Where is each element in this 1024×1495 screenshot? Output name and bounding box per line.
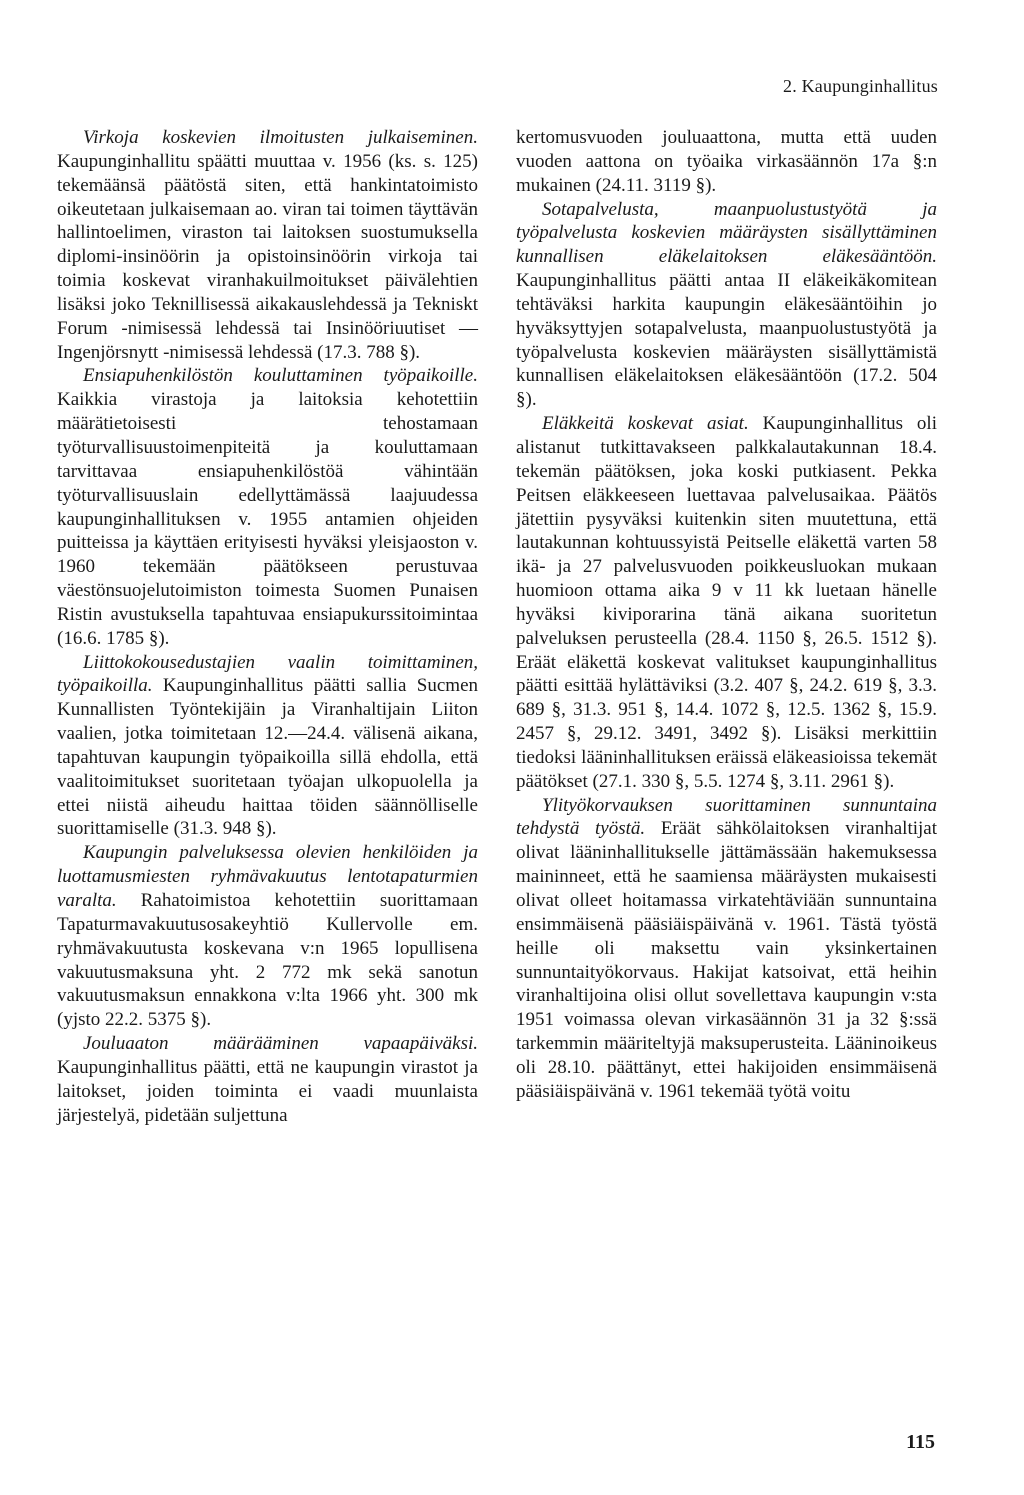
paragraph-heading: Eläkkeitä koskevat asiat. — [542, 413, 749, 435]
right-column — [516, 126, 937, 1104]
paragraph-christmas-eve — [57, 1032, 478, 1127]
paragraph-continuation — [516, 126, 937, 198]
paragraph-text: Kaupunginhallitus päätti sallia Sucmen Kunnallisten Työntekijäin ja Viranhaltijain Liiton vaalien, jotka toimitetaan 12.—24.4. välisenä aikana, tapahtuvan kaupungin työpaikoilla sillä ehdolla, että vaalitoimitukset suoritetaan työajan ulkopuolella ja ettei niistä aiheudu haittaa töiden säännölliselle suorittamiselle (31.3. 948 §). — [57, 675, 478, 840]
paragraph-pension-matters — [516, 412, 937, 794]
paragraph-text: Kaupunginhallitus päätti antaa II eläkeikäkomitean tehtäväksi harkita kaupungin eläkesääntöihin jo hyväksyttyjen sotapalvelusta, maanpuolustustyötä ja työpalvelusta koskevien määräysten sisällyttämistä kunnallisen eläkelaitoksen eläkesääntöön (17.2. 504 §). — [516, 270, 937, 411]
paragraph-job-announcements — [57, 126, 478, 364]
paragraph-text: kertomusvuoden jouluaattona, mutta että uuden vuoden aattona on työaika virkasäännön 17a §:n mukainen (24.11. 3119 §). — [516, 127, 937, 196]
paragraph-text: Kaupunginhallitus oli alistanut tutkittavakseen palkkalautakunnan 18.4. tekemän päätöksen, joka koski putkiasent. Pekka Peitsen eläkkeeseen luettavaa palvelusaikaa. Päätös jätettiin pysyväksi kuitenkin siten muutettuna, että lautakunnan kohtuussyistä Peitselle eläkettä varten 58 ikä- ja 27 palvelusvuoden poikkeusluokan mukaan huomioon ottama aika 9 v 11 kk luetaan hänelle hyväksi kiviporarina tänä aikana suoritetun palveluksen perusteella (28.4. 1150 §, 26.5. 1512 §). Eräät eläkettä koskevat valitukset kaupunginhallitus päätti esittää hylättäviksi (3.2. 407 §, 24.2. 619 §, 3.3. 689 §, 31.3. 951 §, 14.4. 1072 §, 12.5. 1362 §, 15.9. 2457 §, 29.12. 3491, 3492 §). Lisäksi merkittiin tiedoksi lääninhallituksen eräissä eläkeasioissa tekemät päätökset (27.1. 330 §, 5.5. 1274 §, 3.11. 2961 §). — [516, 413, 937, 792]
running-header: 2. Kaupunginhallitus — [783, 76, 938, 96]
page-number: 115 — [906, 1431, 935, 1453]
paragraph-text: Kaupunginhallitus päätti, että ne kaupungin virastot ja laitokset, joiden toiminta ei vaadi muunlaista järjestelyä, pidetään suljettuna — [57, 1056, 478, 1126]
paragraph-text: Kaupunginhallitu späätti muuttaa v. 1956 (ks. s. 125) tekemäänsä päätöstä siten, että hankintatoimisto oikeutetaan julkaisemaan ao. viran tai toimen täyttävän hallintoelimen, viraston tai laitoksen suostumuksella diplomi-insinöörin ja opistoinsinöörin virkoja tai toimia koskevat viranhakuilmoitukset päivälehtien lisäksi joko Teknillisessä aikakauslehdessä ja Tekniskt Forum -nimisessä lehdessä tai Insinööriuutiset — Ingenjörsnytt -nimisessä lehdessä (17.3. 788 §). — [57, 150, 478, 363]
paragraph-text: Eräät sähkölaitoksen viranhaltijat olivat lääninhallitukselle jättämässään hakemuksessa maininneet, että he saamiensa määräysten mukaisesti olivat olleet hoitamassa virkatehtäviään sunnuntaina ensimmäisenä pääsiäispäivänä v. 1961. Tästä työstä heille oli maksettu vain yksinkertainen sunnuntaityökorvaus. Hakijat katsoivat, että heihin viranhaltijoina olisi ollut sovellettava kaupungin v:sta 1951 voimassa olevan virkasäännön 31 ja 32 §:ssä tarkemmin määriteltyjä maksuperusteita. Lääninoikeus oli 28.10. päättänyt, ettei hakijoiden ensimmäisenä pääsiäispäivänä v. 1961 tekemää työtä voitu — [516, 818, 937, 1102]
paragraph-heading: Jouluaaton määrääminen vapaapäiväksi. — [83, 1033, 478, 1055]
paragraph-sunday-overtime — [516, 794, 937, 1104]
left-column — [57, 126, 478, 1127]
paragraph-heading: Ensiapuhenkilöstön kouluttaminen työpaikoille. — [83, 365, 478, 387]
paragraph-heading: Sotapalvelusta, maanpuolustustyötä ja työpalvelusta koskevien määräysten sisällyttäminen kunnallisen eläkelaitoksen eläkesääntöön. — [516, 198, 937, 268]
paragraph-heading: Ylityökorvauksen suorittaminen sunnuntaina tehdystä työstä. — [516, 794, 937, 840]
paragraph-text: Kaikkia virastoja ja laitoksia kehotettiin määrätietoisesti tehostamaan työturvallisuustoimenpiteitä ja kouluttamaan tarvittavaa ensiapuhenkilöstöä vähintään työturvallisuuslain edellyttämässä laajuudessa kaupunginhallituksen v. 1955 antamien ohjeiden puitteissa ja käyttäen erityisesti hyväksi yleisjaoston v. 1960 tekemään päätökseen perustuvaa väestönsuojelutoimiston toimesta Suomen Punaisen Ristin avustuksella tapahtuvaa ensiapukurssitoimintaa (16.6. 1785 §). — [57, 389, 478, 649]
paragraph-military-service-pension — [516, 198, 937, 413]
paragraph-union-elections — [57, 651, 478, 842]
paragraph-heading: Virkoja koskevien ilmoitusten julkaiseminen. — [83, 127, 478, 148]
paragraph-first-aid-training — [57, 364, 478, 650]
paragraph-heading: Kaupungin palveluksessa olevien henkilöiden ja luottamusmiesten ryhmävakuutus lentotapaturmien varalta. — [57, 842, 478, 911]
paragraph-text: Rahatoimistoa kehotettiin suorittamaan Tapaturmavakuutusosakeyhtiö Kullervolle em. ryhmävakuutusta koskevana v:n 1965 lopullisena vakuutusmaksuna yht. 2 772 mk sekä sanotun vakuutusmaksun ennakkona v:lta 1966 yht. 300 mk (yjsto 22.2. 5375 §). — [57, 890, 478, 1031]
paragraph-group-insurance — [57, 841, 478, 1032]
paragraph-heading: Liittokokousedustajien vaalin toimittaminen, työpaikoilla. — [57, 651, 478, 697]
